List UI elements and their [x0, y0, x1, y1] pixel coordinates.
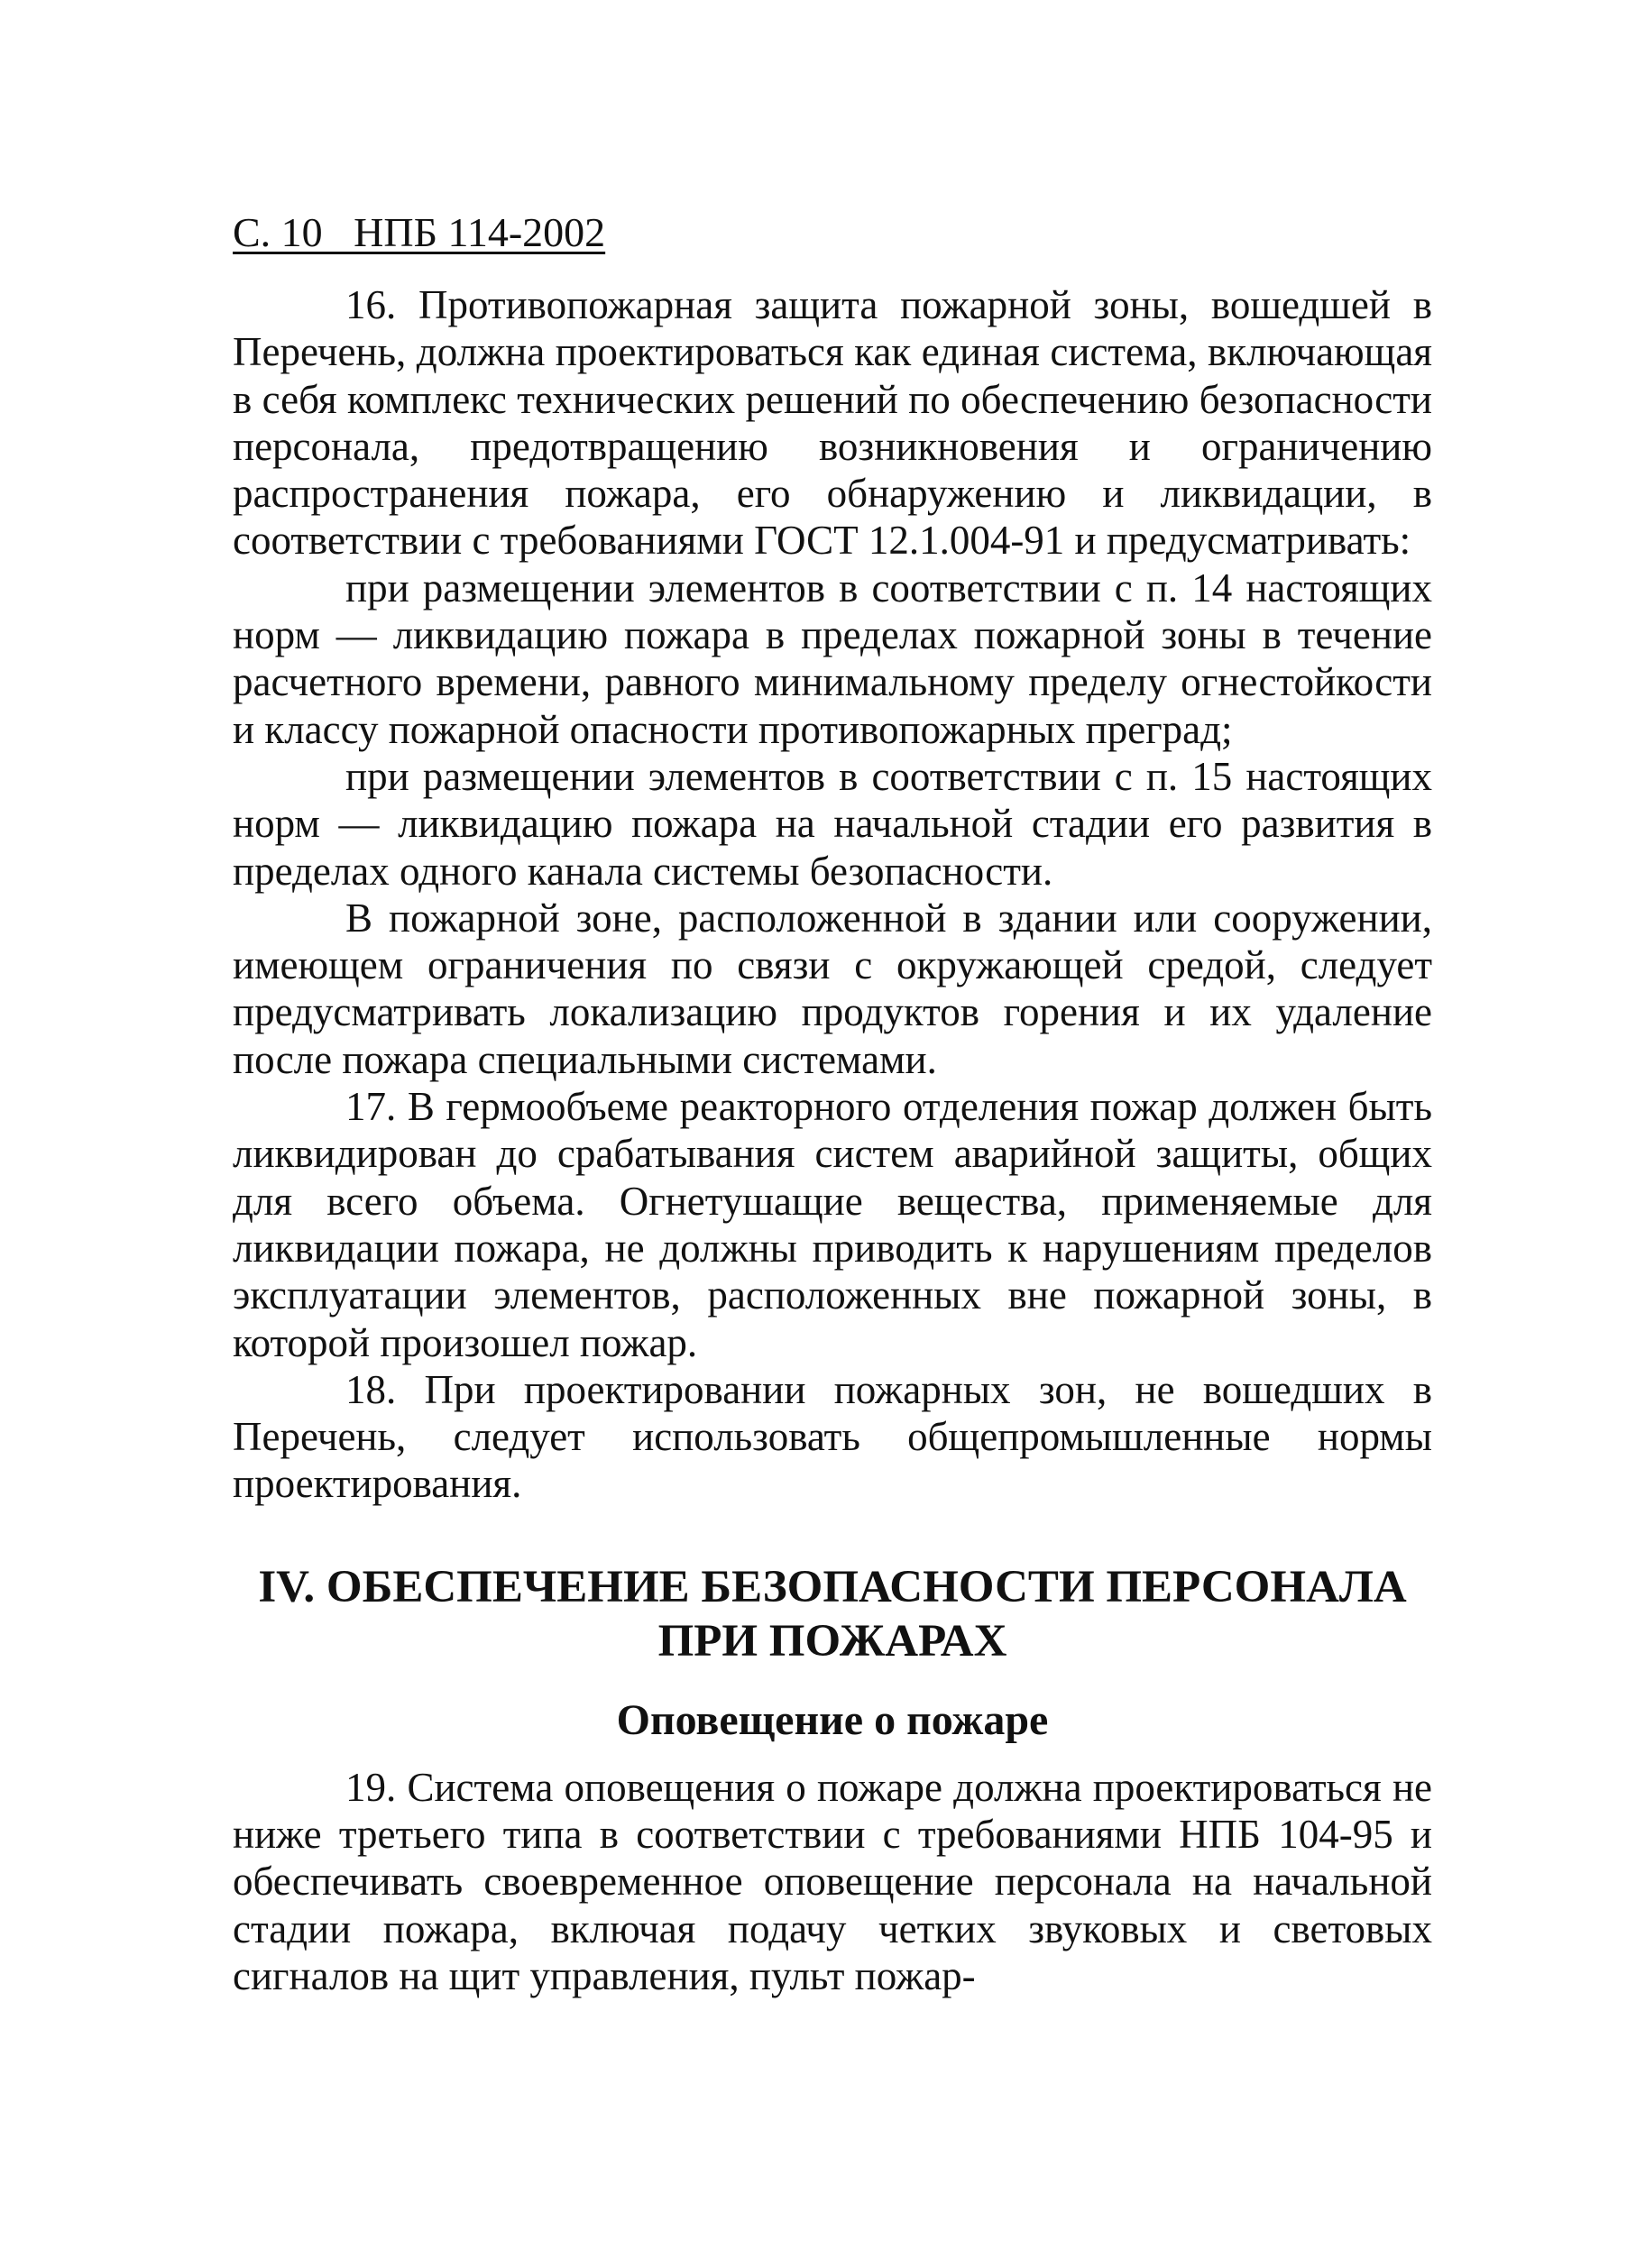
document-page	[233, 207, 1432, 1999]
section-title-line-1: IV. ОБЕСПЕЧЕНИЕ БЕЗОПАСНОСТИ ПЕРСОНАЛА	[258, 1561, 1407, 1612]
page-header: С. 10 НПБ 114-2002	[233, 209, 606, 255]
section-title	[233, 1560, 1432, 1668]
subsection-title: Оповещение о пожаре	[616, 1695, 1049, 1744]
paragraph-16-item-2: при размещении элементов в соответствии с п. 15 настоящих норм — ликвидацию пожара на начальной стадии его развития в пределах одного канала системы безопасности.	[233, 753, 1432, 894]
section-title-line-2: ПРИ ПОЖАРАХ	[657, 1615, 1007, 1667]
paragraph-16-item-1: при размещении элементов в соответствии с п. 14 настоящих норм — ликвидацию пожара в пределах пожарной зоны в течение расчетного времени, равного минимальному пределу огнестойкости и классу пожарной опасности противопожарных преград;	[233, 565, 1432, 752]
paragraph-17: 17. В гермообъеме реакторного отделения пожар должен быть ликвидирован до срабатывания систем аварийной защиты, общих для всего объема. Огнетушащие вещества, применяемые для ликвидации пожара, не должны приводить к нарушениям пределов эксплуатации элементов, расположенных вне пожарной зоны, в которой произошел пожар.	[233, 1084, 1432, 1365]
paragraph-16: 16. Противопожарная защита пожарной зоны, вошедшей в Перечень, должна проектироваться как единая система, включающая в себя комплекс технических решений по обеспечению безопасности персонала, предотвращению возникновения и ограничению распространения пожара, его обнаружению и ликвидации, в соответствии с требованиями ГОСТ 12.1.004-91 и предусматривать:	[233, 282, 1432, 564]
paragraph-18: 18. При проектировании пожарных зон, не вошедших в Перечень, следует использовать общепромышленные нормы проектирования.	[233, 1366, 1432, 1507]
paragraph-19: 19. Система оповещения о пожаре должна проектироваться не ниже третьего типа в соответствии с требованиями НПБ 104-95 и обеспечивать своевременное оповещение персонала на начальной стадии пожара, включая подачу четких звуковых и световых сигналов на щит управления, пульт пожар-	[233, 1764, 1432, 1998]
paragraph-16-note: В пожарной зоне, расположенной в здании или сооружении, имеющем ограничения по связи с окружающей средой, следует предусматривать локализацию продуктов горения и их удаление после пожара специальными системами.	[233, 895, 1432, 1082]
